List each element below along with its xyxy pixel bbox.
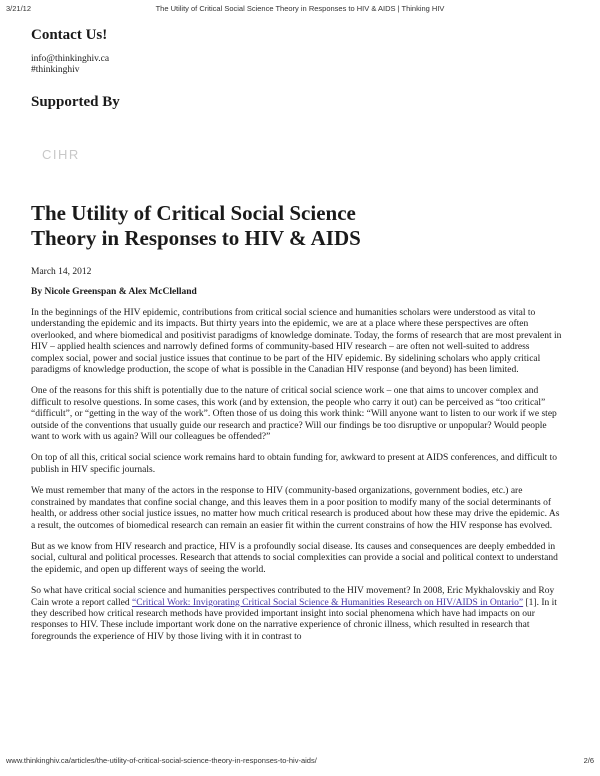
- cihr-logo[interactable]: CIHR: [42, 147, 80, 162]
- article-date: March 14, 2012: [31, 267, 92, 277]
- contact-heading: Contact Us!: [31, 27, 108, 43]
- article-paragraph: But as we know from HIV research and practice, HIV is a profoundly social disease. Its causes and consequences are deeply embedded in social, cultural and political processes. Research that attends to social complexities can provide a social and political context to understand the epidemic, and open up different ways of seeing the world.: [31, 541, 558, 575]
- paragraph-text: [1]. In it they described how critical research methods have provided important insight into social phenomena which have had impacts on our responses to HIV. These include important work done on the narrative experience of chronic illness, which resulted in research that foregrounds the experience of HIV by those living with it in contrast to: [31, 597, 557, 642]
- article-paragraph: On top of all this, critical social science work remains hard to obtain funding for, awkward to present at AIDS conferences, and difficult to publish in HIV specific journals.: [31, 453, 558, 475]
- article-paragraph: [31, 586, 563, 643]
- print-url: www.thinkinghiv.ca/articles/the-utility-of-critical-social-science-theory-in-responses-to-hiv-aids/: [6, 756, 317, 765]
- page-content: [31, 26, 563, 653]
- article-authors: By Nicole Greenspan & Alex McClelland: [31, 287, 197, 297]
- article-paragraph: In the beginnings of the HIV epidemic, contributions from critical social science and humanities scholars were understood as vital to understanding the epidemic and its impacts. But thirty years into the epidemic, we are at a place where these perspectives are often overlooked, and where biomedical and positivist paradigms of knowledge dominate. Today, the forms of research that are most prevalent in HIV – applied health sciences and narrowly defined forms of community-based HIV research – are often not well-suited to address complex social, power and social justice issues that continue to be part of the HIV epidemic. By sidelining scholars who apply critical paradigms of knowledge production, the scope of what is possible in the Canadian HIV response (and beyond) has been limited.: [31, 308, 562, 376]
- print-page-title: The Utility of Critical Social Science Theory in Responses to HIV & AIDS | Thinking HIV: [155, 4, 445, 13]
- critical-work-report-link[interactable]: “Critical Work: Invigorating Critical Social Science & Humanities Research on HIV/AIDS in Ontario”: [132, 597, 524, 608]
- paragraph-text: So what have critical social science and humanities perspectives contributed to the HIV movement? In 2008, Eric Mykhalovskiy and Roy Cain wrote a report called: [31, 586, 555, 608]
- print-page-number: 2/6: [583, 756, 594, 765]
- contact-email[interactable]: info@thinkinghiv.ca: [31, 54, 110, 64]
- article-title-line-1: The Utility of Critical Social Science: [31, 201, 356, 225]
- article-title: [31, 201, 563, 251]
- article-title-line-2: Theory in Responses to HIV & AIDS: [31, 226, 361, 250]
- article-body: [31, 308, 563, 643]
- print-footer: [6, 756, 594, 768]
- contact-hashtag[interactable]: #thinkinghiv: [31, 65, 80, 75]
- supported-heading: Supported By: [31, 94, 120, 110]
- print-date: 3/21/12: [6, 4, 32, 13]
- article-paragraph: One of the reasons for this shift is potentially due to the nature of critical social science work – one that aims to uncover complex and difficult to resolve questions. In some cases, this work (and by extension, the people who carry it out) can be perceived as “too critical” “difficult”, or “getting in the way of the work”. Often those of us doing this work think: “Will anyone want to listen to our work if we step outside of the conventions that usually guide our research and practice? Will our findings be too disruptive or unpopular? Would people want to work with us again? Will our colleagues be offended?”: [31, 386, 557, 443]
- contact-info: [31, 54, 563, 76]
- article-paragraph: We must remember that many of the actors in the response to HIV (community-based organizations, government bodies, etc.) are constrained by mandates that confine social change, and this leaves them in a poor position to modify many of the social determinants of health, or address other social justice issues, no matter how much critical research is produced about how these may drive the epidemic. As a result, the outcomes of biomedical research can remain an easier fit within the current constrains of how the HIV response has evolved.: [31, 486, 560, 531]
- print-header: [6, 4, 594, 16]
